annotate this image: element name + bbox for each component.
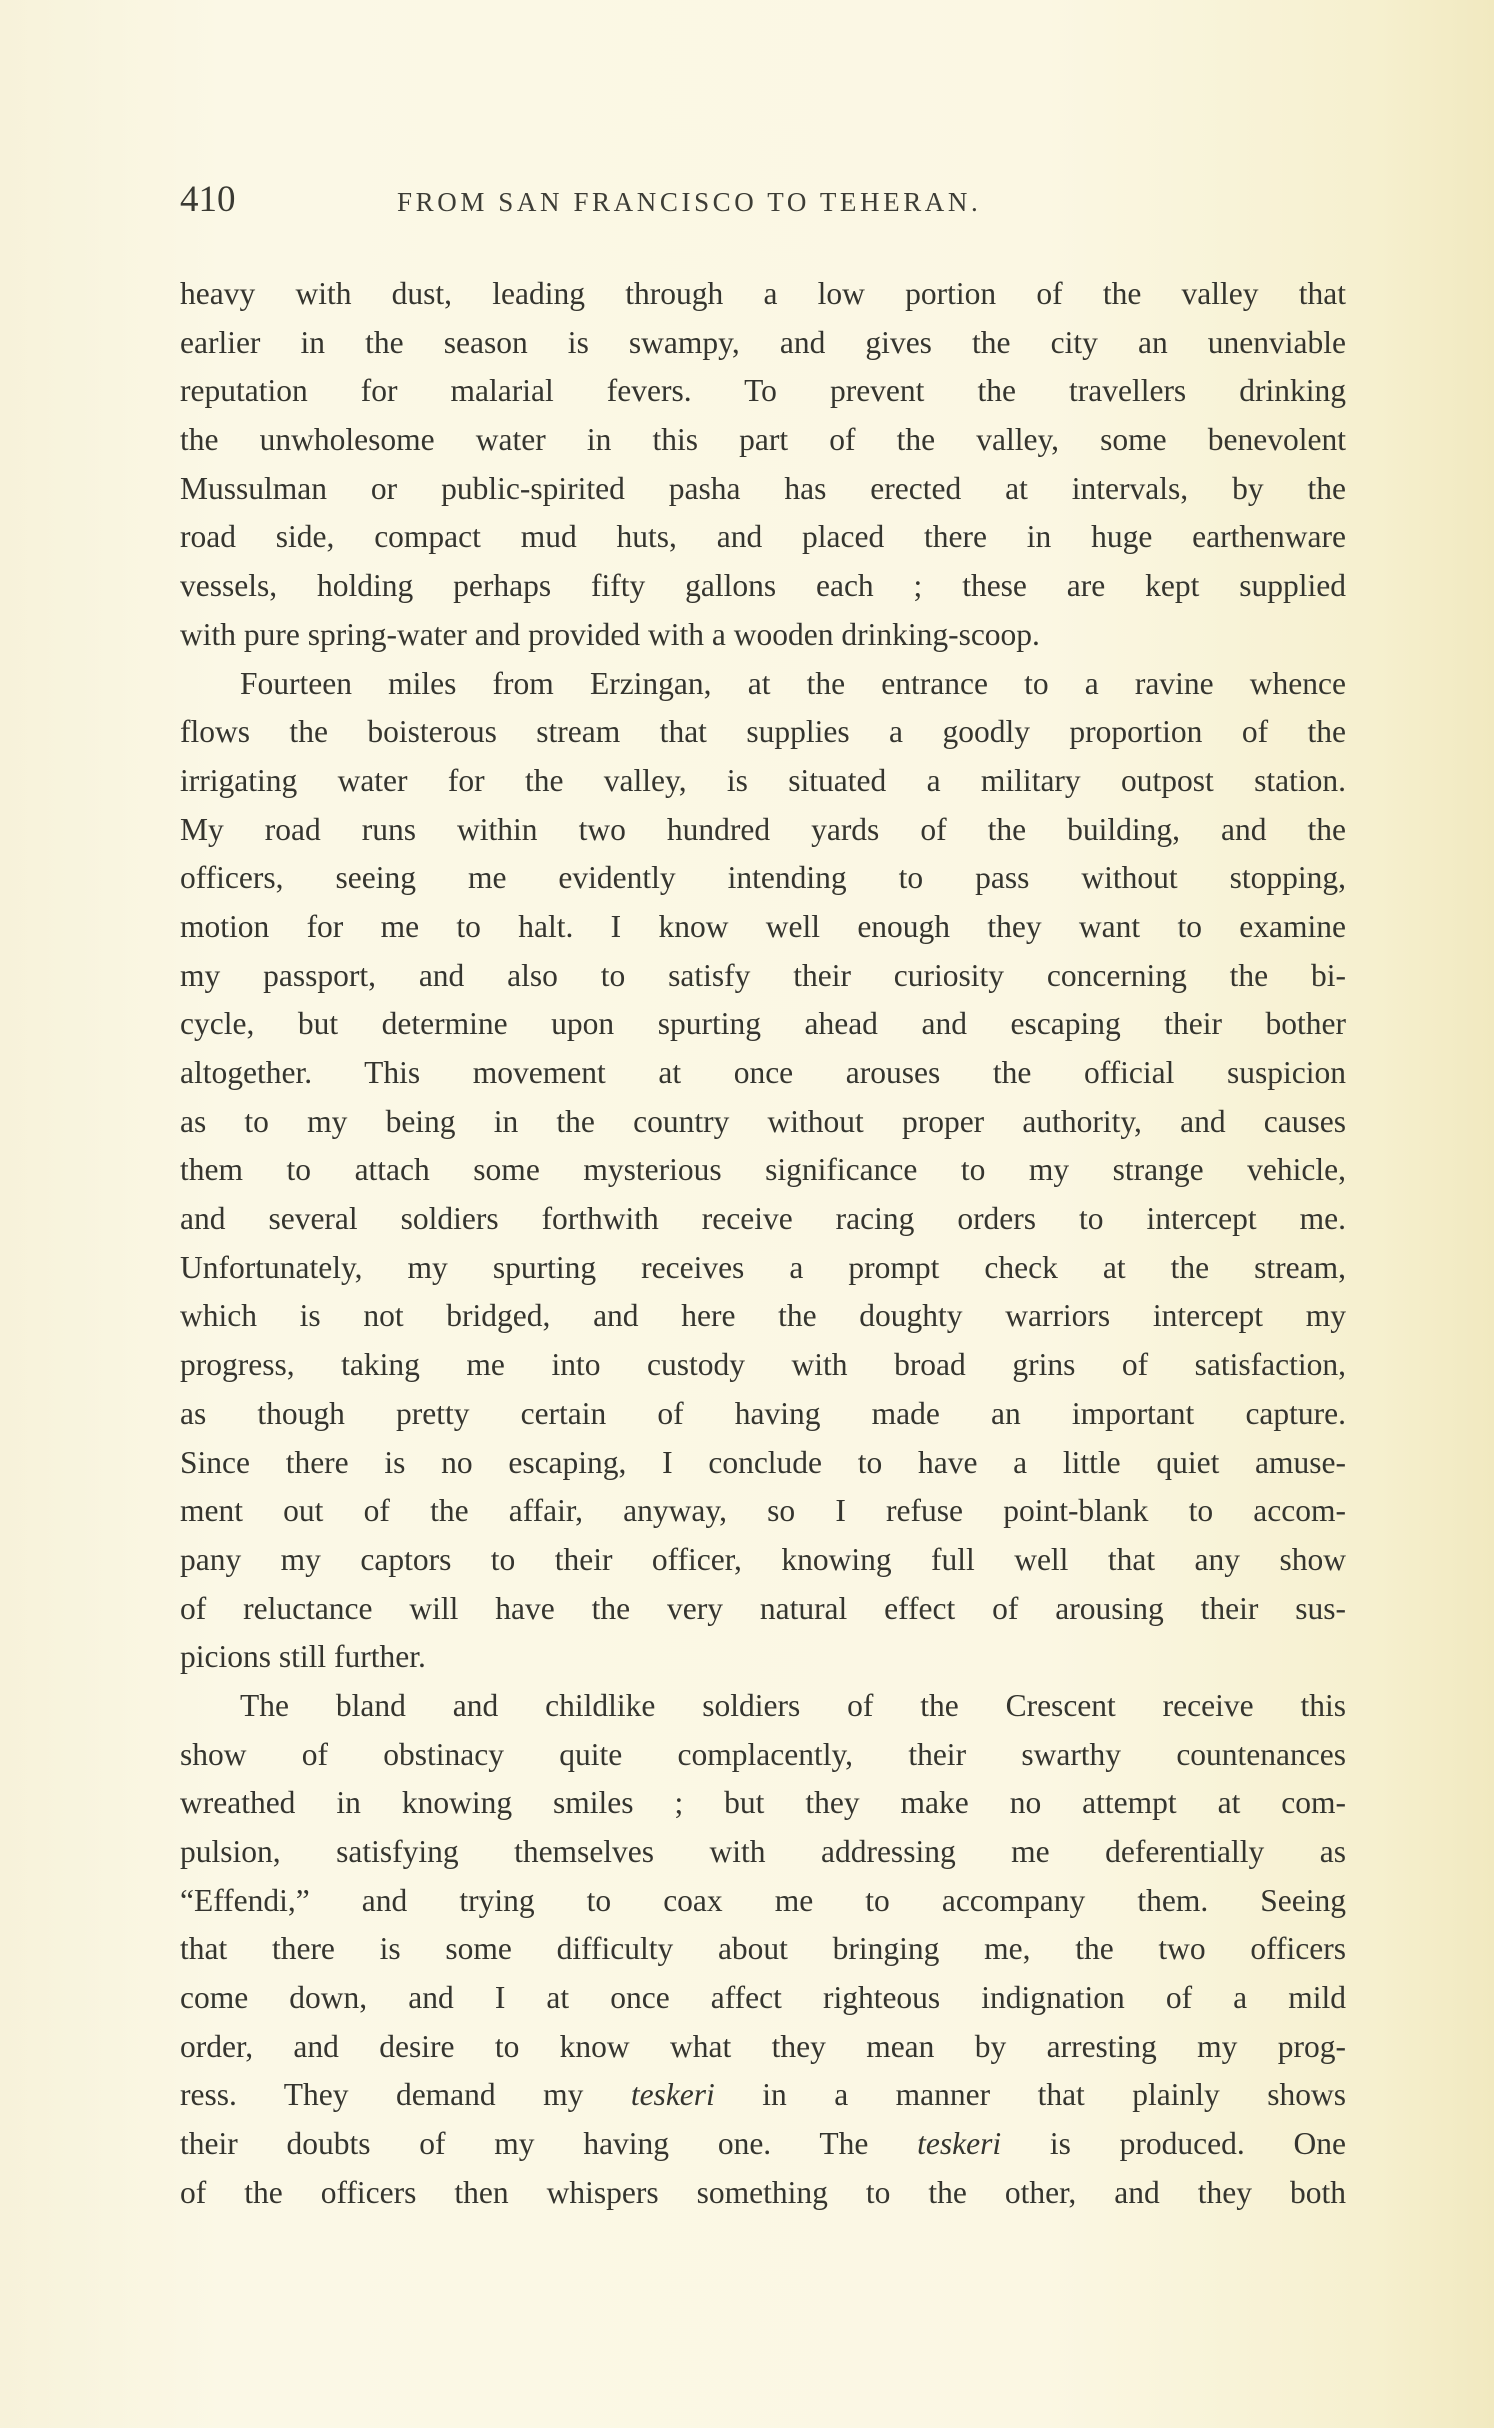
paragraph-first-line: Fourteen miles from Erzingan, at the entrance to a ravine whence [240,665,1346,701]
text-line: Mussulman or public-spirited pasha has erected at intervals, by the [180,470,1346,506]
text-line: irrigating water for the valley, is situated a military outpost station. [180,762,1346,798]
text-line: show of obstinacy quite complacently, their swarthy countenances [180,1736,1346,1772]
text-line: road side, compact mud huts, and placed there in huge earthenware [180,519,1346,555]
text-line: “Effendi,” and trying to coax me to accompany them. Seeing [180,1882,1346,1918]
text-line [180,2120,1346,2169]
text-line: ment out of the affair, anyway, so I refuse point-blank to accom- [180,1493,1346,1529]
text-line: Unfortunately, my spurting receives a prompt check at the stream, [180,1249,1346,1285]
text-line: order, and desire to know what they mean by arresting my prog- [180,2028,1346,2064]
text-line: motion for me to halt. I know well enough they want to examine [180,908,1346,944]
text-line: pany my captors to their officer, knowing full well that any show [180,1541,1346,1577]
text-line: come down, and I at once affect righteous indignation of a mild [180,1980,1346,2016]
text-line: the unwholesome water in this part of the valley, some benevolent [180,422,1346,458]
running-head [180,178,1350,222]
text-line: with pure spring-water and provided with a wooden drinking-scoop. [180,616,1040,652]
text-line: altogether. This movement at once arouses the official suspicion [180,1055,1346,1090]
text-line: reputation for malarial fevers. To prevent the travellers drinking [180,373,1346,409]
italic-term: teskeri [917,2126,1002,2162]
text-segment: is produced. One [1001,2126,1346,2162]
text-line: and several soldiers forthwith receive racing orders to intercept me. [180,1201,1346,1237]
page-number: 410 [180,179,236,220]
running-title: FROM SAN FRANCISCO TO TEHERAN. [397,187,982,217]
text-line: them to attach some mysterious significance to my strange vehicle, [180,1152,1346,1188]
text-line: flows the boisterous stream that supplies a goodly proportion of the [180,714,1346,750]
italic-term: teskeri [630,2077,715,2113]
text-line: of the officers then whispers something to the other, and they both [180,2174,1346,2210]
text-line: heavy with dust, leading through a low portion of the valley that [180,276,1346,311]
text-line: cycle, but determine upon spurting ahead and escaping their bother [180,1006,1346,1042]
text-line: officers, seeing me evidently intending to pass without stopping, [180,860,1346,896]
paragraph-first-line: The bland and childlike soldiers of the Crescent receive this [240,1687,1346,1723]
text-line: as though pretty certain of having made an important capture. [180,1395,1346,1431]
text-line: my passport, and also to satisfy their curiosity concerning the bi- [180,957,1346,993]
text-line: Since there is no escaping, I conclude to have a little quiet amuse- [180,1444,1346,1480]
text-line [180,2071,1346,2120]
text-line: progress, taking me into custody with broad grins of satisfaction, [180,1347,1346,1383]
text-segment: their doubts of my having one. The [180,2126,918,2162]
text-line: vessels, holding perhaps fifty gallons each ; these are kept supplied [180,568,1346,604]
text-line: pulsion, satisfying themselves with addressing me deferentially as [180,1834,1346,1869]
text-line: earlier in the season is swampy, and gives the city an unenviable [180,324,1346,360]
text-line: which is not bridged, and here the doughty warriors intercept my [180,1298,1346,1334]
text-segment: ress. They demand my [180,2077,631,2113]
text-line: as to my being in the country without proper authority, and causes [180,1103,1346,1139]
text-line: picions still further. [180,1639,426,1675]
body-text [180,270,1346,2218]
text-line: wreathed in knowing smiles ; but they make no attempt at com- [180,1785,1346,1821]
text-segment: in a manner that plainly shows [714,2077,1346,2113]
text-line: of reluctance will have the very natural effect of arousing their sus- [180,1590,1346,1626]
text-line: My road runs within two hundred yards of the building, and the [180,811,1346,847]
text-line: that there is some difficulty about bringing me, the two officers [180,1931,1346,1967]
